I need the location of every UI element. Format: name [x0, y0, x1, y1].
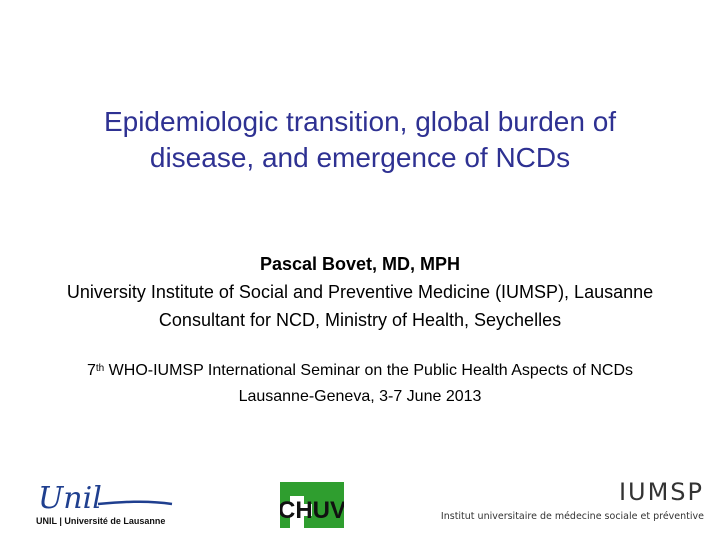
- unil-caption: UNIL | Université de Lausanne: [36, 516, 166, 526]
- iumsp-logo: [414, 478, 704, 528]
- author-block: [0, 250, 720, 334]
- author-name: Pascal Bovet, MD, MPH: [259, 254, 461, 274]
- iumsp-wordmark: IUMSP: [618, 478, 704, 506]
- title-line-1: Epidemiologic transition, global burden of: [103, 106, 617, 137]
- unil-swoosh: [98, 502, 172, 504]
- author-affiliation-1: University Institute of Social and Preventive Medicine (IUMSP), Lausanne: [66, 282, 654, 302]
- chuv-logo-mark: [280, 482, 344, 528]
- unil-wordmark: Unil: [38, 481, 102, 516]
- seminar-title: WHO-IUMSP International Seminar on the Public Health Aspects of NCDs: [104, 362, 634, 379]
- title-line-2: disease, and emergence of NCDs: [149, 142, 571, 173]
- chuv-wordmark: CHUV: [280, 497, 344, 524]
- chuv-logo: [280, 482, 344, 528]
- seminar-block: [0, 358, 720, 410]
- iumsp-caption: Institut universitaire de médecine sociale et préventive: [440, 511, 704, 522]
- slide-title: [20, 104, 700, 176]
- seminar-ordinal-suffix: th: [95, 363, 105, 374]
- unil-logo-mark: [36, 478, 176, 516]
- seminar-line-1: [0, 358, 720, 384]
- seminar-line-2: Lausanne-Geneva, 3-7 June 2013: [238, 388, 482, 405]
- author-affiliation-2: Consultant for NCD, Ministry of Health, Seychelles: [158, 310, 562, 330]
- seminar-ordinal: 7: [86, 362, 96, 379]
- unil-logo: [36, 478, 176, 528]
